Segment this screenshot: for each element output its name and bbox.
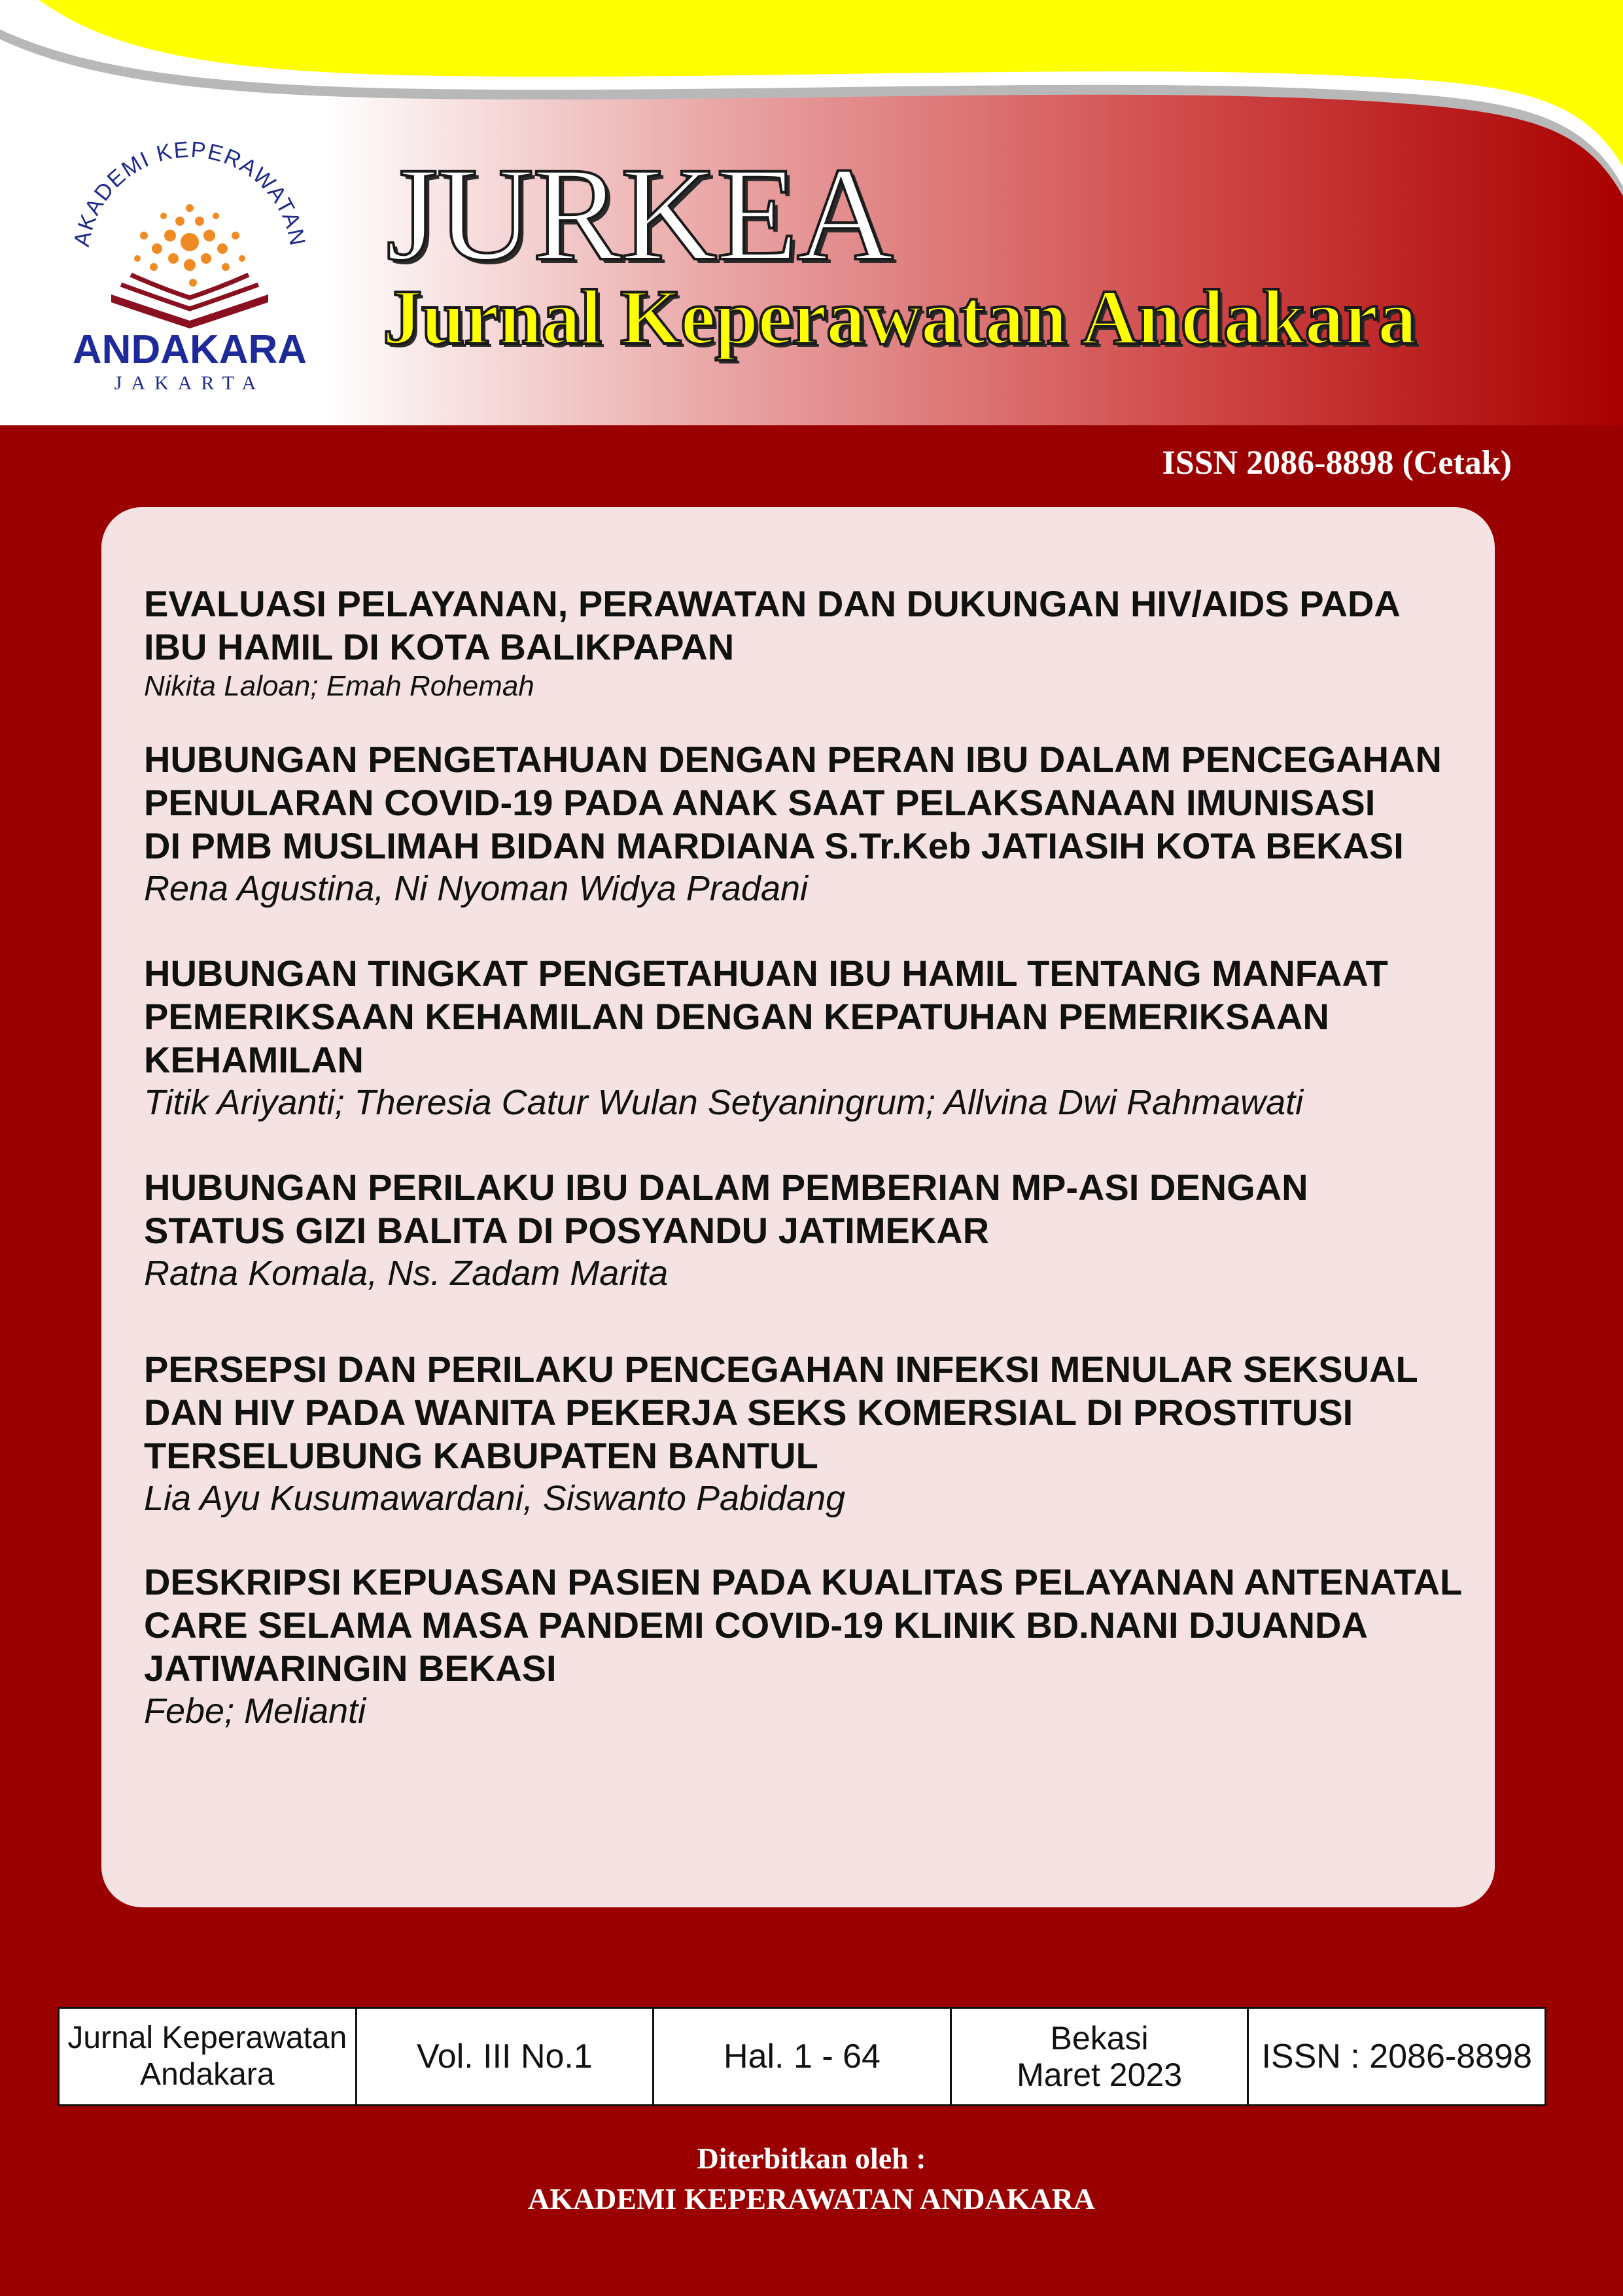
- andakara-logo: [59, 137, 321, 399]
- journal-subtitle: Jurnal Keperawatan Andakara: [383, 274, 1416, 361]
- issue-info-table: [58, 2007, 1546, 2106]
- publisher-label: Diterbitkan oleh :: [697, 2142, 926, 2175]
- info-pages: Hal. 1 - 64: [654, 2008, 951, 2106]
- article-item: [144, 582, 1505, 704]
- logo-name: ANDAKARA: [72, 327, 307, 372]
- article-item: [144, 952, 1505, 1123]
- info-issn: ISSN : 2086-8898: [1248, 2008, 1546, 2106]
- article-title: HUBUNGAN TINGKAT PENGETAHUAN IBU HAMIL TENTANG MANFAAT PEMERIKSAAN KEHAMILAN DENGAN KEPATUHAN PEMERIKSAAN KEHAMILAN: [144, 953, 1388, 1080]
- info-journal: [59, 2008, 357, 2106]
- article-item: [144, 1348, 1505, 1519]
- journal-title: JURKEA: [386, 140, 892, 289]
- cover-header: [0, 0, 1623, 425]
- book-icon: [59, 137, 321, 399]
- article-authors: Lia Ayu Kusumawardani, Siswanto Pabidang: [144, 1479, 846, 1518]
- info-journal-line1: Jurnal Keperawatan: [67, 2021, 347, 2055]
- article-title: EVALUASI PELAYANAN, PERAWATAN DAN DUKUNGAN HIV/AIDS PADA IBU HAMIL DI KOTA BALIKPAPAN: [144, 583, 1401, 667]
- info-volume: Vol. III No.1: [356, 2008, 654, 2106]
- issn-print: ISSN 2086-8898 (Cetak): [1162, 444, 1512, 482]
- article-authors: Titik Ariyanti; Theresia Catur Wulan Setyaningrum; Allvina Dwi Rahmawati: [144, 1083, 1304, 1122]
- publisher-name: AKADEMI KEPERAWATAN ANDAKARA: [527, 2182, 1096, 2216]
- info-date: Maret 2023: [1017, 2057, 1183, 2093]
- info-city: Bekasi: [1050, 2020, 1149, 2057]
- info-journal-line2: Andakara: [140, 2057, 275, 2092]
- article-item: [144, 1561, 1505, 1732]
- article-item: [144, 1166, 1505, 1294]
- article-item: [144, 738, 1505, 910]
- article-authors: Nikita Laloan; Emah Rohemah: [144, 670, 534, 702]
- publisher-block: [0, 2138, 1623, 2219]
- article-title: HUBUNGAN PERILAKU IBU DALAM PEMBERIAN MP-ASI DENGAN STATUS GIZI BALITA DI POSYANDU JATIMEKAR: [144, 1167, 1308, 1251]
- logo-arc-text: AKADEMI KEPERAWATAN: [69, 137, 311, 249]
- article-title: DESKRIPSI KEPUASAN PASIEN PADA KUALITAS PELAYANAN ANTENATAL CARE SELAMA MASA PANDEMI COVID-19 KLINIK BD.NANI DJUANDA JATIWARINGIN BEKASI: [144, 1561, 1463, 1689]
- article-title: PERSEPSI DAN PERILAKU PENCEGAHAN INFEKSI MENULAR SEKSUAL DAN HIV PADA WANITA PEKERJA SEKS KOMERSIAL DI PROSTITUSI TERSELUBUNG KABUPATEN BANTUL: [144, 1349, 1418, 1476]
- article-title: HUBUNGAN PENGETAHUAN DENGAN PERAN IBU DALAM PENCEGAHAN PENULARAN COVID-19 PADA ANAK SAAT PELAKSANAAN IMUNISASI DI PMB MUSLIMAH BIDAN MARDIANA S.Tr.Keb JATIASIH KOTA BEKASI: [144, 739, 1442, 866]
- logo-city: JAKARTA: [114, 372, 266, 394]
- svg-text:AKADEMI KEPERAWATAN: [69, 137, 310, 249]
- article-authors: Ratna Komala, Ns. Zadam Marita: [144, 1254, 669, 1293]
- article-authors: Febe; Melianti: [144, 1691, 366, 1731]
- article-authors: Rena Agustina, Ni Nyoman Widya Pradani: [144, 869, 809, 908]
- info-place-date: [951, 2008, 1248, 2106]
